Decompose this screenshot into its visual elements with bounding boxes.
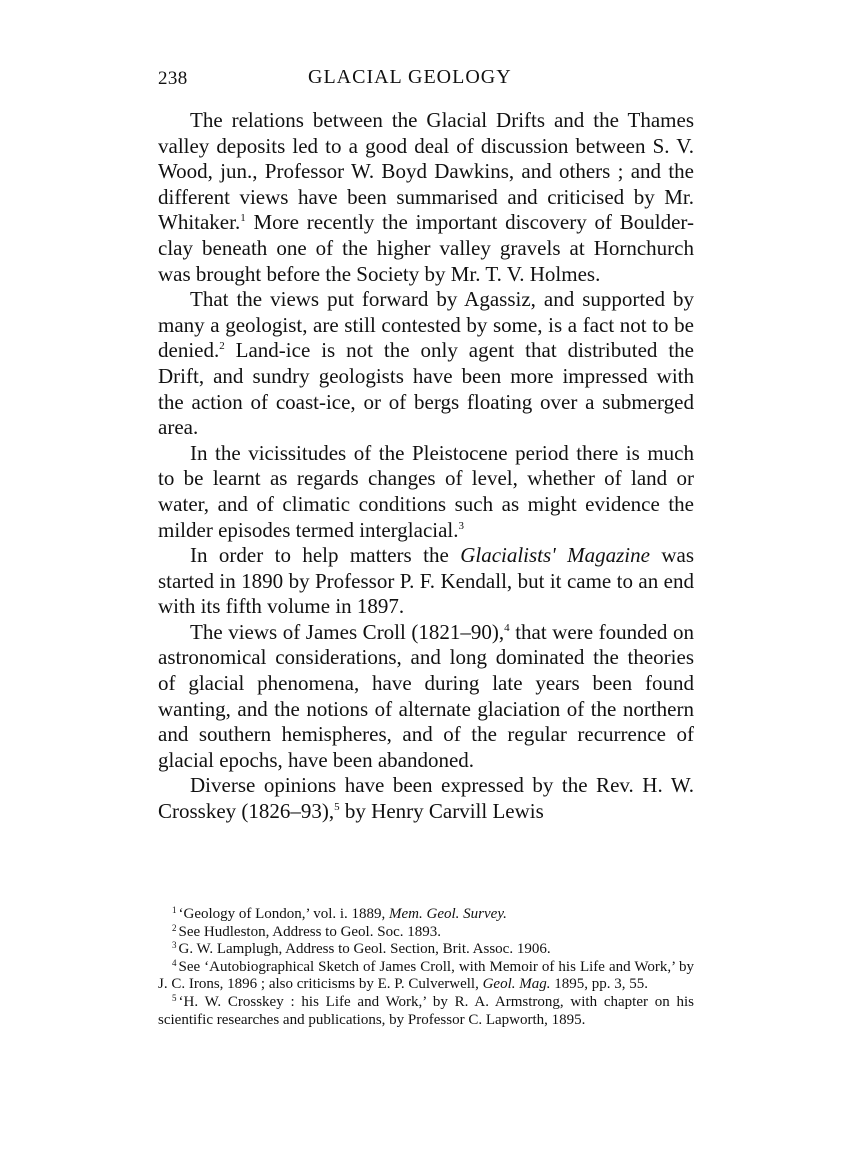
footnote (158, 906, 694, 924)
paragraph (158, 108, 694, 287)
footnote-mark: 5 (172, 992, 177, 1003)
footnote-text: ‘H. W. Crosskey : his Life and Work,’ by R. A. Armstrong, with chapter on his scientific researches and publications, by Professor C. Lapworth, 1895. (158, 993, 694, 1028)
footnote-mark: 1 (172, 905, 177, 915)
footnote (158, 994, 694, 1029)
footnote-text: See Hudleston, Address to Geol. Soc. 1893. (178, 923, 441, 940)
paragraph-text: More recently the important discovery of Boulder-clay beneath one of the higher valley gravels at Hornchurch was brought before the Society by Mr. T. V. Holmes. (158, 210, 694, 286)
paragraph-text: In the vicissitudes of the Pleistocene period there is much to be learnt as regards changes of level, whether of land or water, and of climatic conditions such as might evidence the milder episodes termed interglacial. (158, 440, 694, 542)
footnote (158, 941, 694, 959)
paragraph (158, 441, 694, 543)
paragraph-text: Land-ice is not the only agent that distributed the Drift, and sundry geologists have been more impressed with the action of coast-ice, or of bergs floating over a submerged area. (158, 338, 694, 440)
footnote-text: G. W. Lamplugh, Address to Geol. Section, Brit. Assoc. 1906. (178, 941, 551, 958)
page-header (158, 66, 698, 96)
footnote-ref: 3 (458, 519, 465, 532)
footnote-ref: 2 (219, 340, 225, 353)
footnote-italic: Mem. Geol. Survey. (389, 906, 507, 922)
footnote-text: ‘Geology of London,’ vol. i. 1889, (178, 906, 390, 922)
footnote-ref: 1 (240, 212, 246, 225)
paragraph-text: The relations between the Glacial Drifts and the Thames valley deposits led to a good deal of discussion between S. V. Wood, jun., Professor W. Boyd Dawkins, and others ; and the different views have been summarised and criticised by Mr. Whitaker. (158, 108, 694, 235)
running-head: GLACIAL GEOLOGY (308, 66, 512, 88)
footnote-mark: 2 (172, 922, 177, 933)
footnote-mark: 3 (172, 940, 177, 951)
footnote-ref: 4 (504, 621, 510, 634)
footnote (158, 924, 694, 942)
footnote-text: See ‘Autobiographical Sketch of James Croll, with Memoir of his Life and Work,’ by J. C. Irons, 1896 ; also criticisms by E. P. Culverwell, (158, 958, 694, 993)
paragraph-text: was started in 1890 by Professor P. F. Kendall, but it came to an end with its fifth volume in 1897. (158, 543, 694, 619)
footnote (158, 959, 694, 994)
paragraph (158, 543, 694, 620)
paragraph (158, 620, 694, 774)
paragraph-text: The views of James Croll (1821–90), (190, 619, 505, 644)
paragraph-text: Diverse opinions have been expressed by the Rev. H. W. Crosskey (1826–93), (158, 773, 694, 824)
paragraph-text: that were founded on astronomical considerations, and long dominated the theories of glacial phenomena, have during late years been found wanting, and the notions of alternate glaciation of the northern and southern hemispheres, and of the regular recurrence of glacial epochs, have been abandoned. (158, 619, 694, 772)
paragraph (158, 773, 694, 824)
journal-title: Glacialists' Magazine (460, 543, 650, 568)
footnote-italic: Geol. Mag. (482, 976, 551, 993)
footnote-text: 1895, pp. 3, 55. (550, 976, 648, 993)
footnotes (158, 906, 694, 1029)
paragraph-text: That the views put forward by Agassiz, and supported by many a geologist, are still contested by some, is a fact not to be denied. (158, 287, 694, 363)
footnote-ref: 5 (334, 801, 340, 814)
paragraph-text: by Henry Carvill Lewis (339, 799, 544, 824)
body-text (158, 108, 694, 825)
paragraph-text: In order to help matters the (190, 543, 461, 568)
page-number: 238 (158, 68, 188, 89)
paragraph (158, 287, 694, 441)
footnote-mark: 4 (172, 957, 177, 968)
